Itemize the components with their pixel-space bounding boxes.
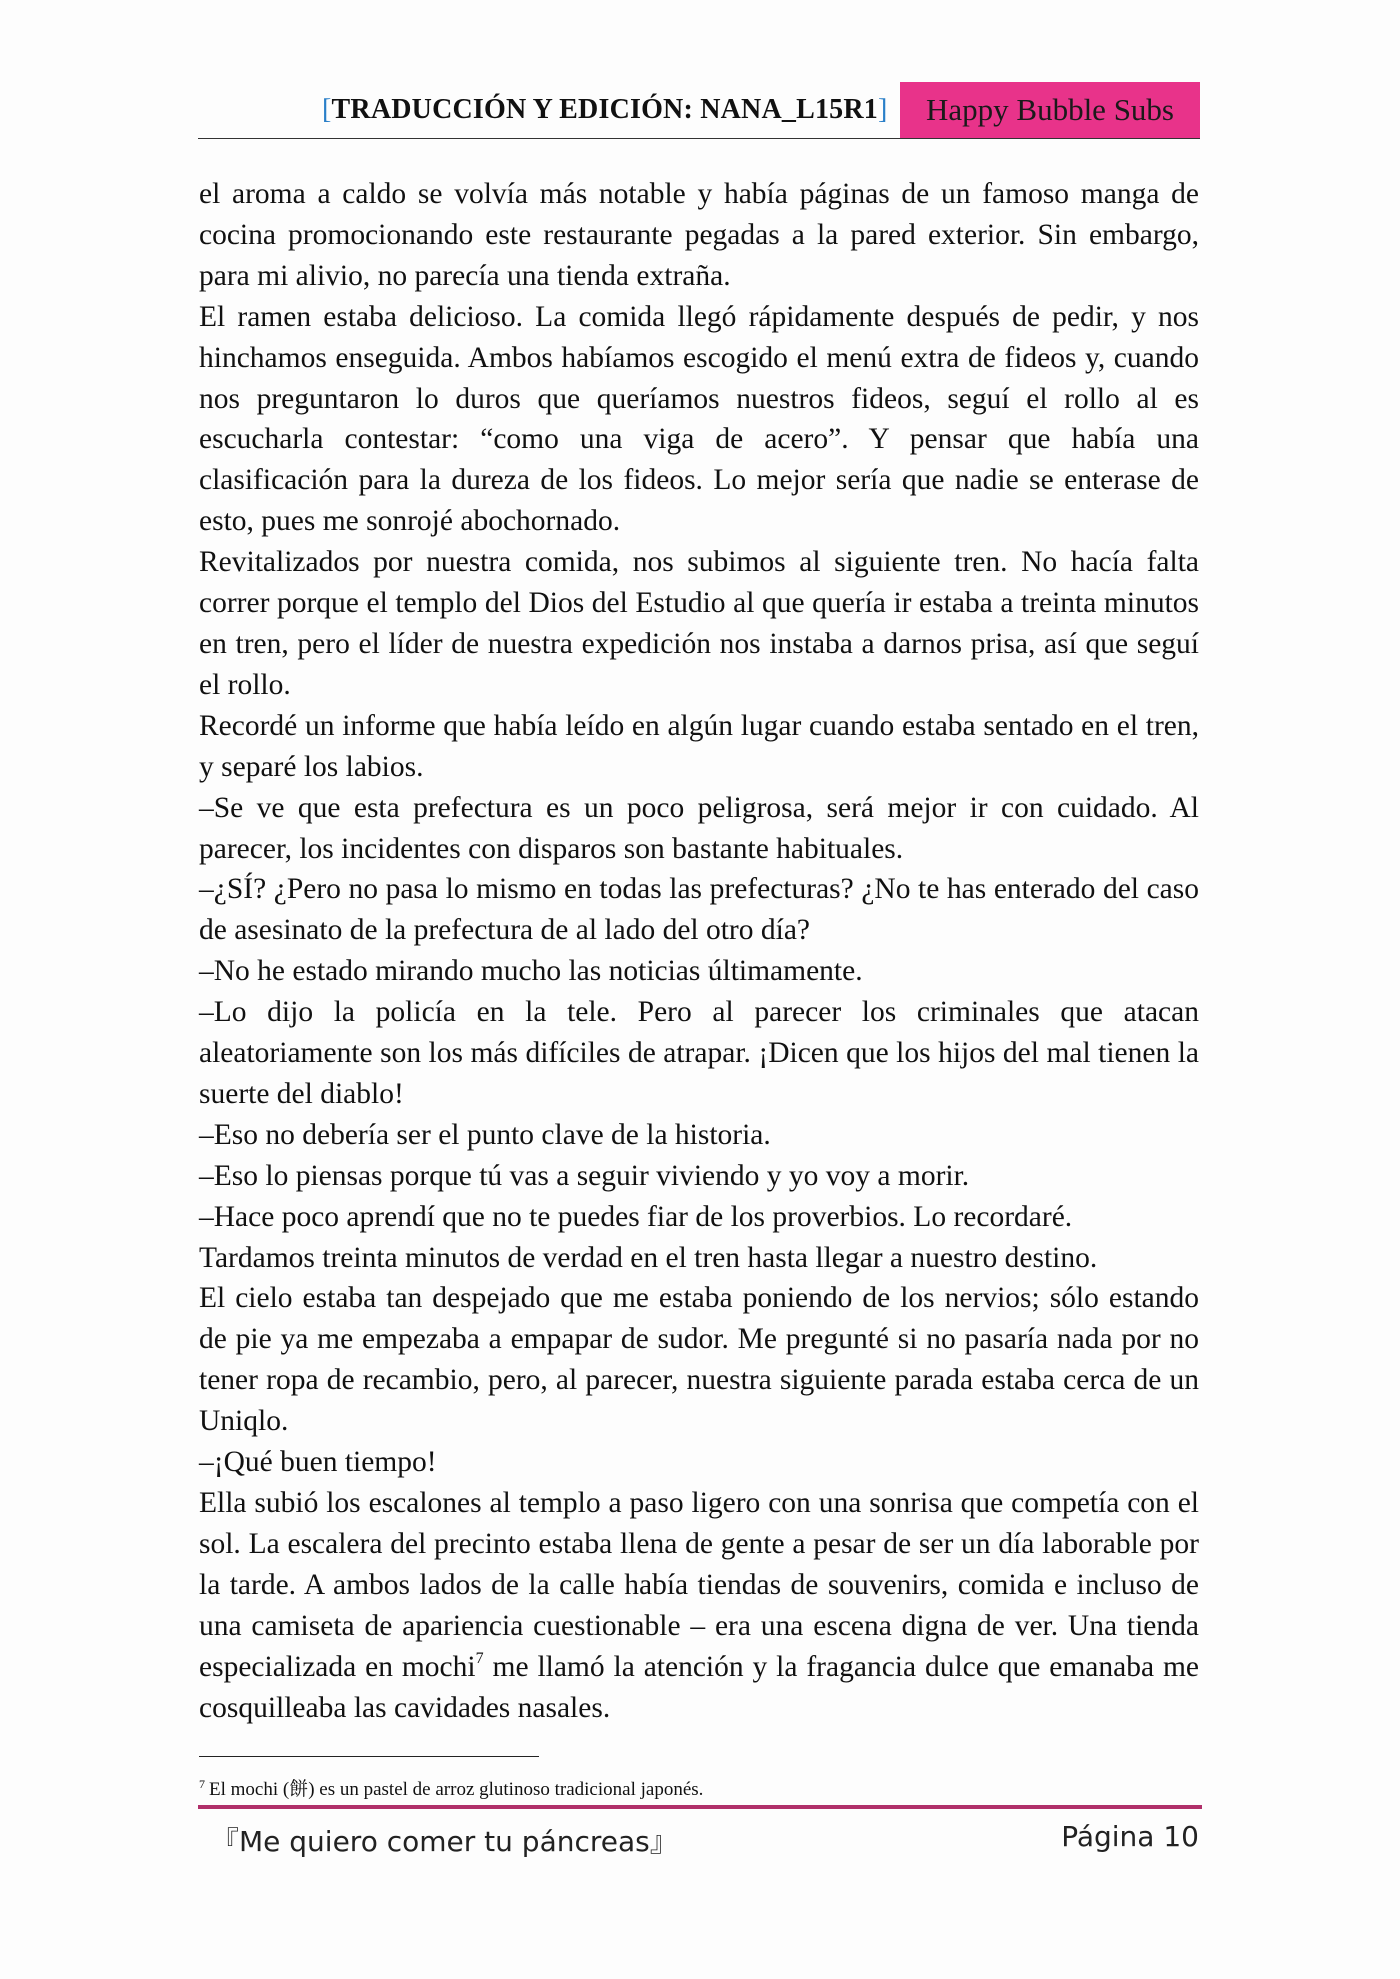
paragraph: –No he estado mirando mucho las noticias últimamente. [199, 955, 863, 988]
paragraph: el aroma a caldo se volvía más notable y había páginas de un famoso manga de cocina promocionando este restaurante pegadas a la pared exterior. Sin embargo, para mi alivio, no parecía una tienda extraña. [199, 178, 1199, 292]
paragraph-text: Ella subió los escalones al templo a paso ligero con una sonrisa que competía con el sol. La escalera del precinto estaba llena de gente a pesar de ser un día laborable por la tarde. A ambos lados de la calle había tiendas de souvenirs, comida e incluso de una camiseta de apariencia cuestionable – era una escena digna de ver. Una tienda especializada en mochi [199, 1487, 1199, 1683]
credit-bracket-close: ] [877, 94, 888, 125]
footnote [199, 1774, 1199, 1801]
paragraph: –Hace poco aprendí que no te puedes fiar de los proverbios. Lo recordaré. [199, 1200, 1073, 1233]
paragraph: Tardamos treinta minutos de verdad en el tren hasta llegar a nuestro destino. [199, 1241, 1098, 1274]
paragraph: –Lo dijo la policía en la tele. Pero al parecer los criminales que atacan aleatoriamente son los más difíciles de atrapar. ¡Dicen que los hijos del mal tienen la suerte del diablo! [199, 996, 1199, 1110]
footnote-number: 7 [199, 1777, 205, 1791]
credit-bracket-open: [ [322, 94, 332, 125]
paragraph: –¡Qué buen tiempo! [199, 1446, 437, 1479]
paragraph: Revitalizados por nuestra comida, nos subimos al siguiente tren. No hacía falta correr porque el templo del Dios del Estudio al que quería ir estaba a treinta minutos en tren, pero el líder de nuestra expedición nos instaba a darnos prisa, así que seguí el rollo. [199, 546, 1199, 701]
page-number: Página 10 [1061, 1820, 1199, 1853]
paragraph-text: me llamó la atención y la fragancia dulce que emanaba me cosquilleaba las cavidades nasales. [199, 1650, 1199, 1724]
paragraph: –Se ve que esta prefectura es un poco peligrosa, será mejor ir con cuidado. Al parecer, los incidentes con disparos son bastante habituales. [199, 791, 1199, 865]
footnote-text: El mochi (餅) es un pastel de arroz glutinoso tradicional japonés. [209, 1779, 704, 1800]
book-title: 『Me quiero comer tu páncreas』 [211, 1825, 678, 1858]
paragraph: El cielo estaba tan despejado que me estaba poniendo de los nervios; sólo estando de pie ya me empezaba a empapar de sudor. Me pregunté si no pasaría nada por no tener ropa de recambio, pero, al parecer, nuestra siguiente parada estaba cerca de un Uniqlo. [199, 1282, 1199, 1438]
paragraph: El ramen estaba delicioso. La comida llegó rápidamente después de pedir, y nos hinchamos enseguida. Ambos habíamos escogido el menú extra de fideos y, cuando nos preguntaron lo duros que queríamos nuestros fideos, seguí el rollo al es escucharla contestar: “como una viga de acero”. Y pensar que había una clasificación para la dureza de los fideos. Lo mejor sería que nadie se enterase de esto, pues me sonrojé abochornado. [199, 300, 1199, 538]
paragraph: Recordé un informe que había leído en algún lugar cuando estaba sentado en el tren, y separé los labios. [199, 709, 1199, 783]
paragraph: –Eso no debería ser el punto clave de la historia. [199, 1118, 771, 1151]
footer-divider [198, 1805, 1202, 1809]
paragraph: –Eso lo piensas porque tú vas a seguir viviendo y yo voy a morir. [199, 1159, 970, 1192]
footnote-ref[interactable]: 7 [475, 1649, 484, 1667]
translation-credit [322, 94, 888, 126]
paragraph [199, 1483, 1199, 1728]
paragraph: –¿SÍ? ¿Pero no pasa lo mismo en todas las prefecturas? ¿No te has enterado del caso de asesinato de la prefectura de al lado del otro día? [199, 873, 1199, 947]
credit-text: TRADUCCIÓN Y EDICIÓN: NANA_L15R1 [331, 94, 878, 125]
footnote-divider [199, 1756, 539, 1757]
body-text [199, 174, 1199, 1728]
page-header [198, 82, 1200, 139]
group-name-badge: Happy Bubble Subs [900, 82, 1200, 138]
